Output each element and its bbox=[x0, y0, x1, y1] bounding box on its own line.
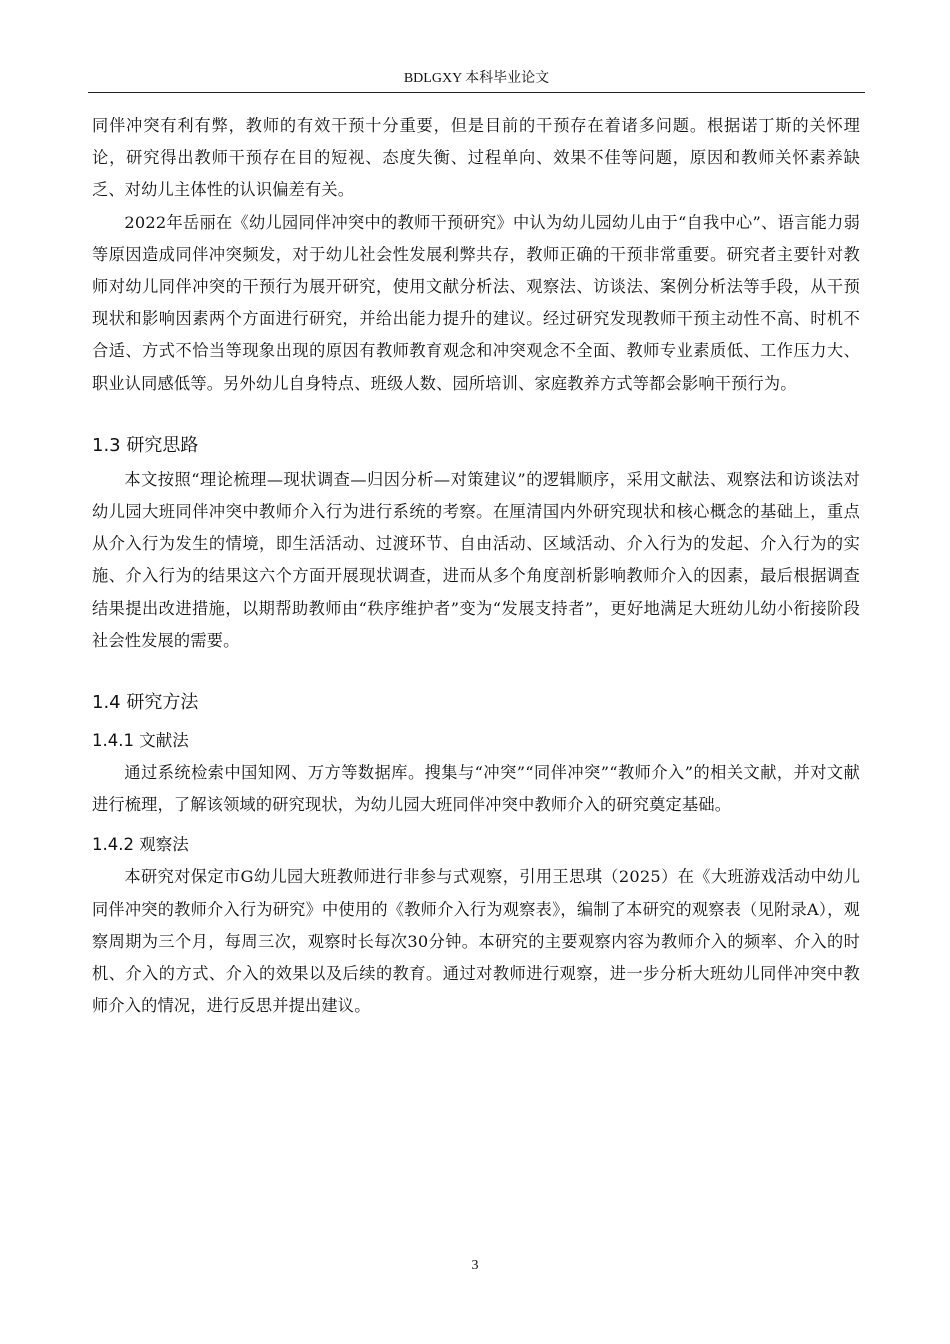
section-1-3-paragraph: 本文按照“理论梳理—现状调查—归因分析—对策建议”的逻辑顺序，采用文献法、观察法和访谈法对幼儿园大班同伴冲突中教师介入行为进行系统的考察。在厘清国内外研究现状和核心概念的基础上，重点从介入行为发生的情境，即生活活动、过渡环节、自由活动、区域活动、介入行为的发起、介入行为的实施、介入行为的结果这六个方面开展现状调查，进而从多个角度剖析影响教师介入的因素，最后根据调查结果提出改进措施，以期帮助教师由“秩序维护者”变为“发展支持者”，更好地满足大班幼儿幼小衔接阶段社会性发展的需要。 bbox=[92, 469, 860, 650]
subsection-heading-1-4-1: 1.4.1 文献法 bbox=[92, 731, 189, 751]
section-heading-1-4: 1.4 研究方法 bbox=[92, 692, 199, 714]
intro-paragraph-2: 2022年岳丽在《幼儿园同伴冲突中的教师干预研究》中认为幼儿园幼儿由于“自我中心”、语言能力弱等原因造成同伴冲突频发，对于幼儿社会性发展利弊共存，教师正确的干预非常重要。研究者主要针对教师对幼儿同伴冲突的干预行为展开研究，使用文献分析法、观察法、访谈法、案例分析法等手段，从干预现状和影响因素两个方面进行研究，并给出能力提升的建议。经过研究发现教师干预主动性不高、时机不合适、方式不恰当等现象出现的原因有教师教育观念和冲突观念不全面、教师专业素质低、工作压力大、职业认同感低等。另外幼儿自身特点、班级人数、园所培训、家庭教养方式等都会影响干预行为。 bbox=[92, 212, 860, 393]
running-header: BDLGXY 本科毕业论文 bbox=[88, 66, 865, 93]
section-heading-1-3: 1.3 研究思路 bbox=[92, 434, 199, 456]
subsection-1-4-2-paragraph: 本研究对保定市G幼儿园大班教师进行非参与式观察，引用王思琪（2025）在《大班游戏活动中幼儿同伴冲突的教师介入行为研究》中使用的《教师介入行为观察表》，编制了本研究的观察表（见附录A），观察周期为三个月，每周三次，观察时长每次30分钟。本研究的主要观察内容为教师介入的频率、介入的时机、介入的方式、介入的效果以及后续的教育。通过对教师进行观察，进一步分析大班幼儿同伴冲突中教师介入的情况，进行反思并提出建议。 bbox=[92, 867, 860, 1016]
intro-paragraph-1: 同伴冲突有利有弊，教师的有效干预十分重要，但是目前的干预存在着诸多问题。根据诺丁斯的关怀理论，研究得出教师干预存在目的短视、态度失衡、过程单向、效果不佳等问题，原因和教师关怀素养缺乏、对幼儿主体性的认识偏差有关。 bbox=[92, 116, 860, 200]
subsection-1-4-1-paragraph: 通过系统检索中国知网、万方等数据库。搜集与“冲突”“同伴冲突”“教师介入”的相关文献，并对文献进行梳理，了解该领域的研究现状，为幼儿园大班同伴冲突中教师介入的研究奠定基础。 bbox=[92, 763, 860, 815]
subsection-heading-1-4-2: 1.4.2 观察法 bbox=[92, 835, 189, 855]
page-number: 3 bbox=[471, 1258, 479, 1273]
page-body bbox=[92, 110, 860, 1022]
